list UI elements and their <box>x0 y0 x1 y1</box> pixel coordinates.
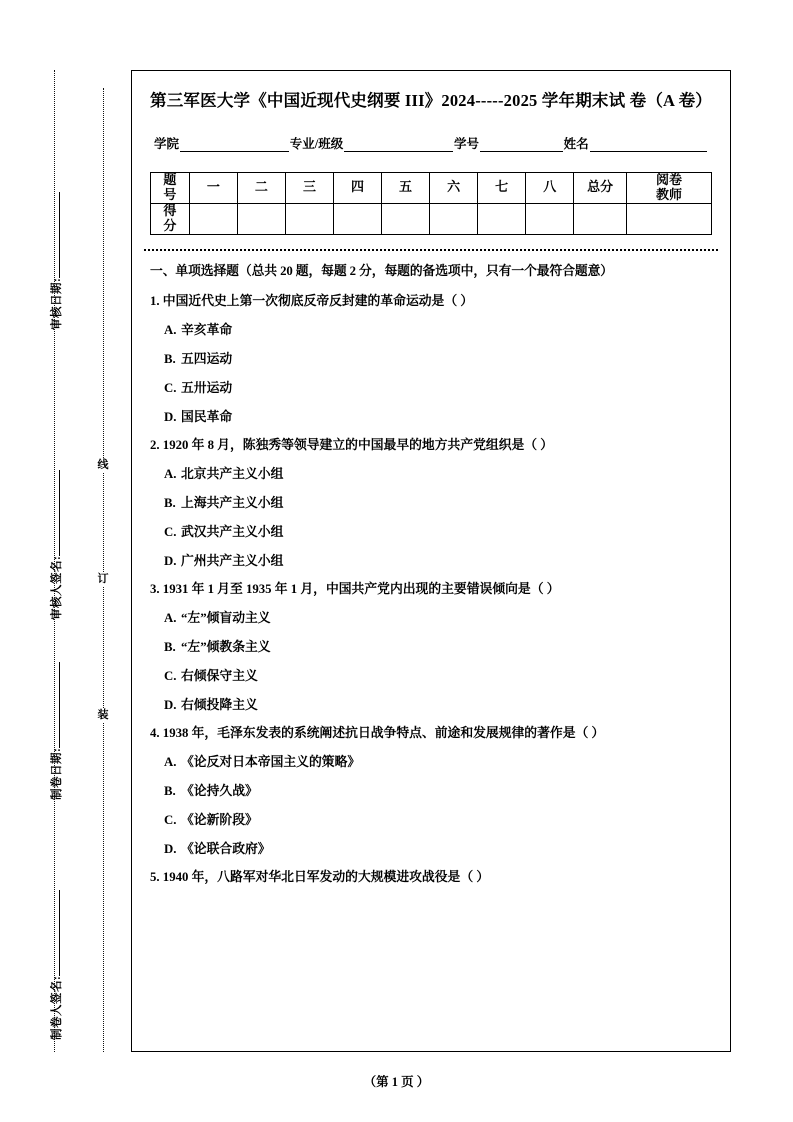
option-label: C. <box>164 380 177 395</box>
field-input-student-id[interactable] <box>480 139 563 152</box>
inner-dotted-guide-line <box>103 88 104 1052</box>
question-stem-2: 2. 1920 年 8 月，陈独秀等领导建立的中国最早的地方共产党组织是（ ） <box>150 438 554 453</box>
section-heading: 一、单项选择题（总共 20 题，每题 2 分，每题的备选项中，只有一个最符合题意） <box>150 263 613 278</box>
row-header-question-no <box>151 172 190 203</box>
option-text: “左”倾盲动主义 <box>181 611 271 626</box>
question-no-char-2: 号 <box>163 186 177 202</box>
question-3-option-d[interactable] <box>164 699 712 712</box>
score-char-1: 得 <box>163 202 177 218</box>
option-text: 五卅运动 <box>181 380 233 395</box>
option-label: D. <box>164 409 177 424</box>
binding-mark-line: 线 <box>97 459 109 471</box>
field-input-major-class[interactable] <box>344 139 453 152</box>
question-col-grader <box>627 172 712 203</box>
margin-label-paper-author-signature <box>48 890 64 1040</box>
question-2-option-c[interactable] <box>164 526 712 539</box>
question-1-option-c[interactable] <box>164 382 712 395</box>
option-text: 北京共产主义小组 <box>181 467 284 482</box>
question-2-option-a[interactable] <box>164 468 712 481</box>
option-text: 国民革命 <box>181 409 233 424</box>
option-text: 辛亥革命 <box>181 323 233 338</box>
score-cell-1[interactable] <box>189 203 237 234</box>
option-text: 五四运动 <box>181 352 233 367</box>
exam-title-line-2: 卷（A 卷） <box>629 91 712 110</box>
question-no-char-1: 题 <box>163 171 177 187</box>
option-text: “左”倾教条主义 <box>181 639 271 654</box>
option-label: B. <box>164 352 176 367</box>
question-col-total: 总分 <box>574 172 627 203</box>
page-footer: （第 1 页 ） <box>363 1075 430 1089</box>
score-cell-3[interactable] <box>285 203 333 234</box>
score-cell-5[interactable] <box>382 203 430 234</box>
option-label: D. <box>164 841 177 856</box>
paper-date-blank <box>48 662 60 748</box>
audit-date-blank <box>48 192 60 278</box>
question-col-8: 八 <box>526 172 574 203</box>
field-label-name: 姓名 <box>563 136 589 151</box>
auditor-signature-blank <box>48 470 60 556</box>
questions-area <box>150 265 712 885</box>
option-label: B. <box>164 639 176 654</box>
score-cell-2[interactable] <box>237 203 285 234</box>
option-text: 《论反对日本帝国主义的策略》 <box>181 755 361 770</box>
question-col-2: 二 <box>237 172 285 203</box>
question-1-option-d[interactable] <box>164 411 712 424</box>
paper-author-signature-text: 制卷人签名: <box>51 975 63 1040</box>
field-input-name[interactable] <box>590 139 707 152</box>
exam-title-line-1: 第三军医大学《中国近现代史纲要 III》2024-----2025 学年期末试 <box>150 91 626 110</box>
question-3-option-c[interactable] <box>164 670 712 683</box>
score-table <box>150 172 712 235</box>
option-label: B. <box>164 783 176 798</box>
row-header-score <box>151 203 190 234</box>
question-2-option-d[interactable] <box>164 555 712 568</box>
question-col-6: 六 <box>430 172 478 203</box>
table-row-question-numbers <box>151 172 712 203</box>
option-text: 上海共产主义小组 <box>181 496 284 510</box>
audit-date-text: 审核日期: <box>51 277 63 330</box>
option-label: C. <box>164 812 177 827</box>
field-label-student-id: 学号 <box>453 136 479 151</box>
question-stem-1: 1. 中国近代史上第一次彻底反帝反封建的革命运动是（ ） <box>150 294 474 309</box>
question-3-option-b[interactable] <box>164 641 712 654</box>
score-cell-7[interactable] <box>478 203 526 234</box>
score-cell-total[interactable] <box>574 203 627 234</box>
question-col-1: 一 <box>189 172 237 203</box>
question-stem-3: 3. 1931 年 1 月至 1935 年 1 月，中国共产党内出现的主要错误倾向是（ ） <box>150 582 560 597</box>
score-char-2: 分 <box>163 217 177 233</box>
binding-mark-staple: 订 <box>97 573 109 585</box>
question-1-option-a[interactable] <box>164 324 712 337</box>
field-input-college[interactable] <box>180 139 289 152</box>
exam-content-box <box>131 70 731 1052</box>
option-text: 武汉共产主义小组 <box>181 524 284 539</box>
option-text: 《论新阶段》 <box>181 812 258 827</box>
page-title <box>146 87 716 116</box>
option-label: D. <box>164 697 177 712</box>
question-4-option-b[interactable] <box>164 785 712 798</box>
score-table-wrapper <box>150 172 712 235</box>
margin-label-paper-date <box>48 662 64 800</box>
grader-label-line-1: 阅卷 <box>656 171 683 187</box>
margin-label-auditor-signature <box>48 470 64 620</box>
field-label-major-class: 专业/班级 <box>289 136 344 151</box>
student-info-line <box>154 134 708 152</box>
option-label: B. <box>164 496 176 510</box>
option-label: D. <box>164 553 177 568</box>
question-2-option-b[interactable] <box>164 497 712 510</box>
question-col-5: 五 <box>382 172 430 203</box>
option-text: 右倾保守主义 <box>181 668 258 683</box>
option-label: A. <box>164 323 177 338</box>
question-4-option-d[interactable] <box>164 843 712 856</box>
paper-date-text: 制卷日期: <box>51 747 63 800</box>
option-text: 《论持久战》 <box>181 783 258 798</box>
question-col-3: 三 <box>285 172 333 203</box>
score-cell-8[interactable] <box>526 203 574 234</box>
option-label: A. <box>164 467 177 482</box>
margin-label-audit-date <box>48 192 64 330</box>
option-text: 《论联合政府》 <box>181 841 271 856</box>
paper-author-signature-blank <box>48 890 60 976</box>
question-stem-4: 4. 1938 年，毛泽东发表的系统阐述抗日战争特点、前途和发展规律的著作是（ ） <box>150 726 605 741</box>
option-text: 右倾投降主义 <box>181 697 258 712</box>
binding-mark-bind: 装 <box>97 709 109 721</box>
question-3-option-a[interactable] <box>164 612 712 625</box>
table-row-scores <box>151 203 712 234</box>
score-cell-6[interactable] <box>430 203 478 234</box>
question-col-7: 七 <box>478 172 526 203</box>
grader-label-line-2: 教师 <box>656 186 683 202</box>
question-4-option-c[interactable] <box>164 814 712 827</box>
option-label: C. <box>164 524 177 539</box>
field-label-college: 学院 <box>154 136 180 151</box>
score-cell-4[interactable] <box>333 203 381 234</box>
question-stem-5: 5. 1940 年，八路军对华北日军发动的大规模进攻战役是（ ） <box>150 870 490 885</box>
question-col-4: 四 <box>333 172 381 203</box>
question-4-option-a[interactable] <box>164 756 712 769</box>
dotted-separator <box>144 249 718 251</box>
option-label: A. <box>164 611 177 626</box>
score-cell-grader[interactable] <box>627 203 712 234</box>
option-label: C. <box>164 668 177 683</box>
question-1-option-b[interactable] <box>164 353 712 366</box>
auditor-signature-text: 审核人签名: <box>51 555 63 620</box>
option-text: 广州共产主义小组 <box>181 553 284 568</box>
option-label: A. <box>164 755 177 770</box>
